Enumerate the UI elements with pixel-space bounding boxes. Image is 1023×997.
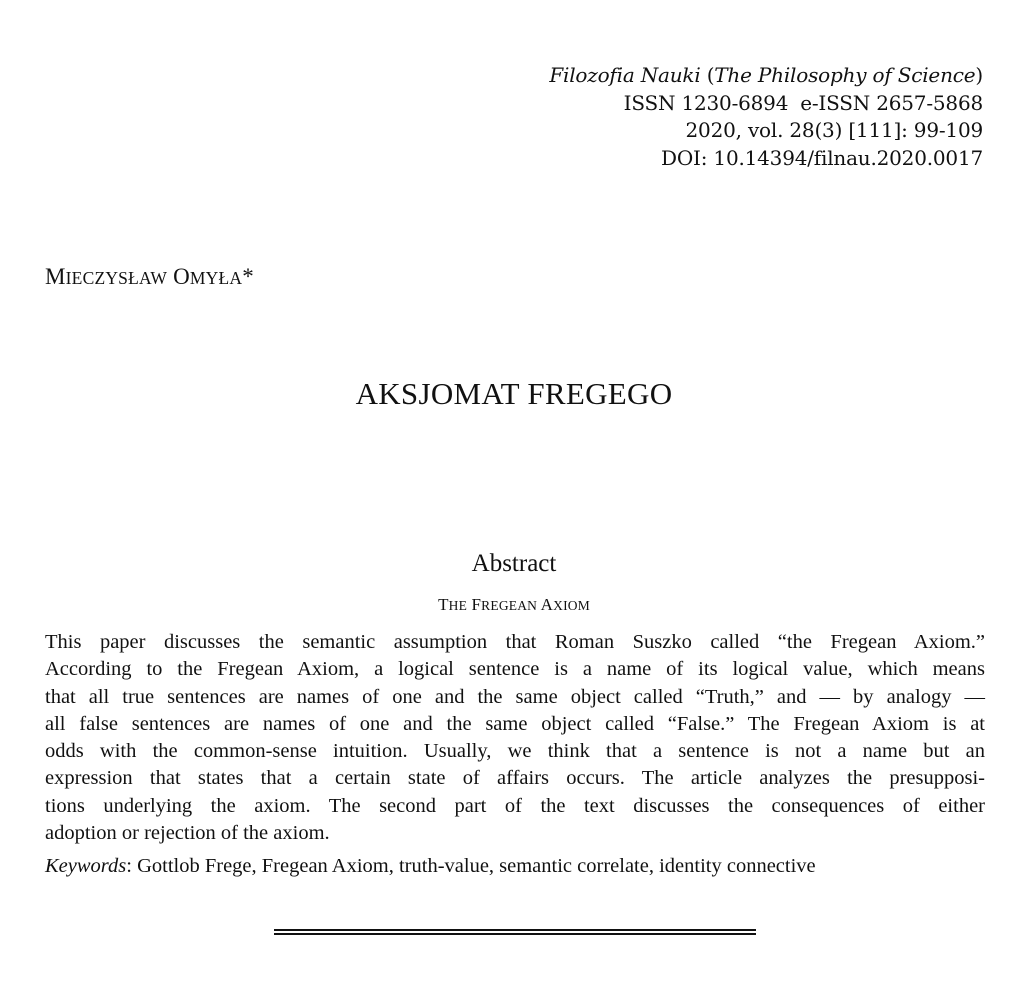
- abstract-line: that all true sentences are names of one and the same object called “Truth,” and — by analogy —: [45, 685, 985, 708]
- keywords-label: Keywords: [45, 855, 127, 877]
- abstract-line: According to the Fregean Axiom, a logical sentence is a name of its logical value, which means: [45, 658, 985, 681]
- article-title: AKSJOMAT FREGEGO: [355, 376, 673, 411]
- eissn: e-ISSN 2657-5868: [800, 90, 983, 115]
- abstract-heading: Abstract: [471, 550, 557, 577]
- issn: ISSN 1230-6894: [623, 90, 789, 115]
- journal-name: Filozofia Nauki: [549, 63, 701, 87]
- abstract-body: [45, 629, 985, 847]
- journal-header: [549, 62, 983, 172]
- author-footnote-mark[interactable]: *: [242, 264, 254, 289]
- abstract-line: expression that states that a certain state of affairs occurs. The article analyzes the presupposi-: [45, 767, 985, 790]
- issn-line: [549, 90, 983, 118]
- abstract-line: adoption or rejection of the axiom.: [45, 822, 330, 845]
- doi-line: DOI: 10.14394/filnau.2020.0017: [661, 145, 983, 170]
- author-name: MIECZYSŁAW OMYŁA*: [45, 264, 254, 289]
- volume-line: 2020, vol. 28(3) [111]: 99-109: [685, 118, 983, 142]
- journal-paren-close: ): [975, 63, 983, 87]
- abstract-line: This paper discusses the semantic assumption that Roman Suszko called “the Fregean Axiom.”: [45, 631, 985, 653]
- journal-paren-open: (: [700, 63, 715, 87]
- journal-title-line: [549, 62, 983, 90]
- abstract-line: all false sentences are names of one and the same object called “False.” The Fregean Axiom is at: [45, 712, 985, 735]
- keywords: [45, 855, 816, 878]
- abstract-line: odds with the common-sense intuition. Usually, we think that a sentence is not a name but an: [45, 740, 985, 763]
- keywords-list: : Gottlob Frege, Fregean Axiom, truth-value, semantic correlate, identity connective: [126, 855, 816, 877]
- double-rule-divider: [274, 929, 756, 935]
- abstract-line: tions underlying the axiom. The second part of the text discusses the consequences of either: [45, 794, 985, 817]
- journal-english-name: The Philosophy of Science: [714, 63, 976, 87]
- abstract-english-title: THE FREGEAN AXIOM: [438, 595, 590, 614]
